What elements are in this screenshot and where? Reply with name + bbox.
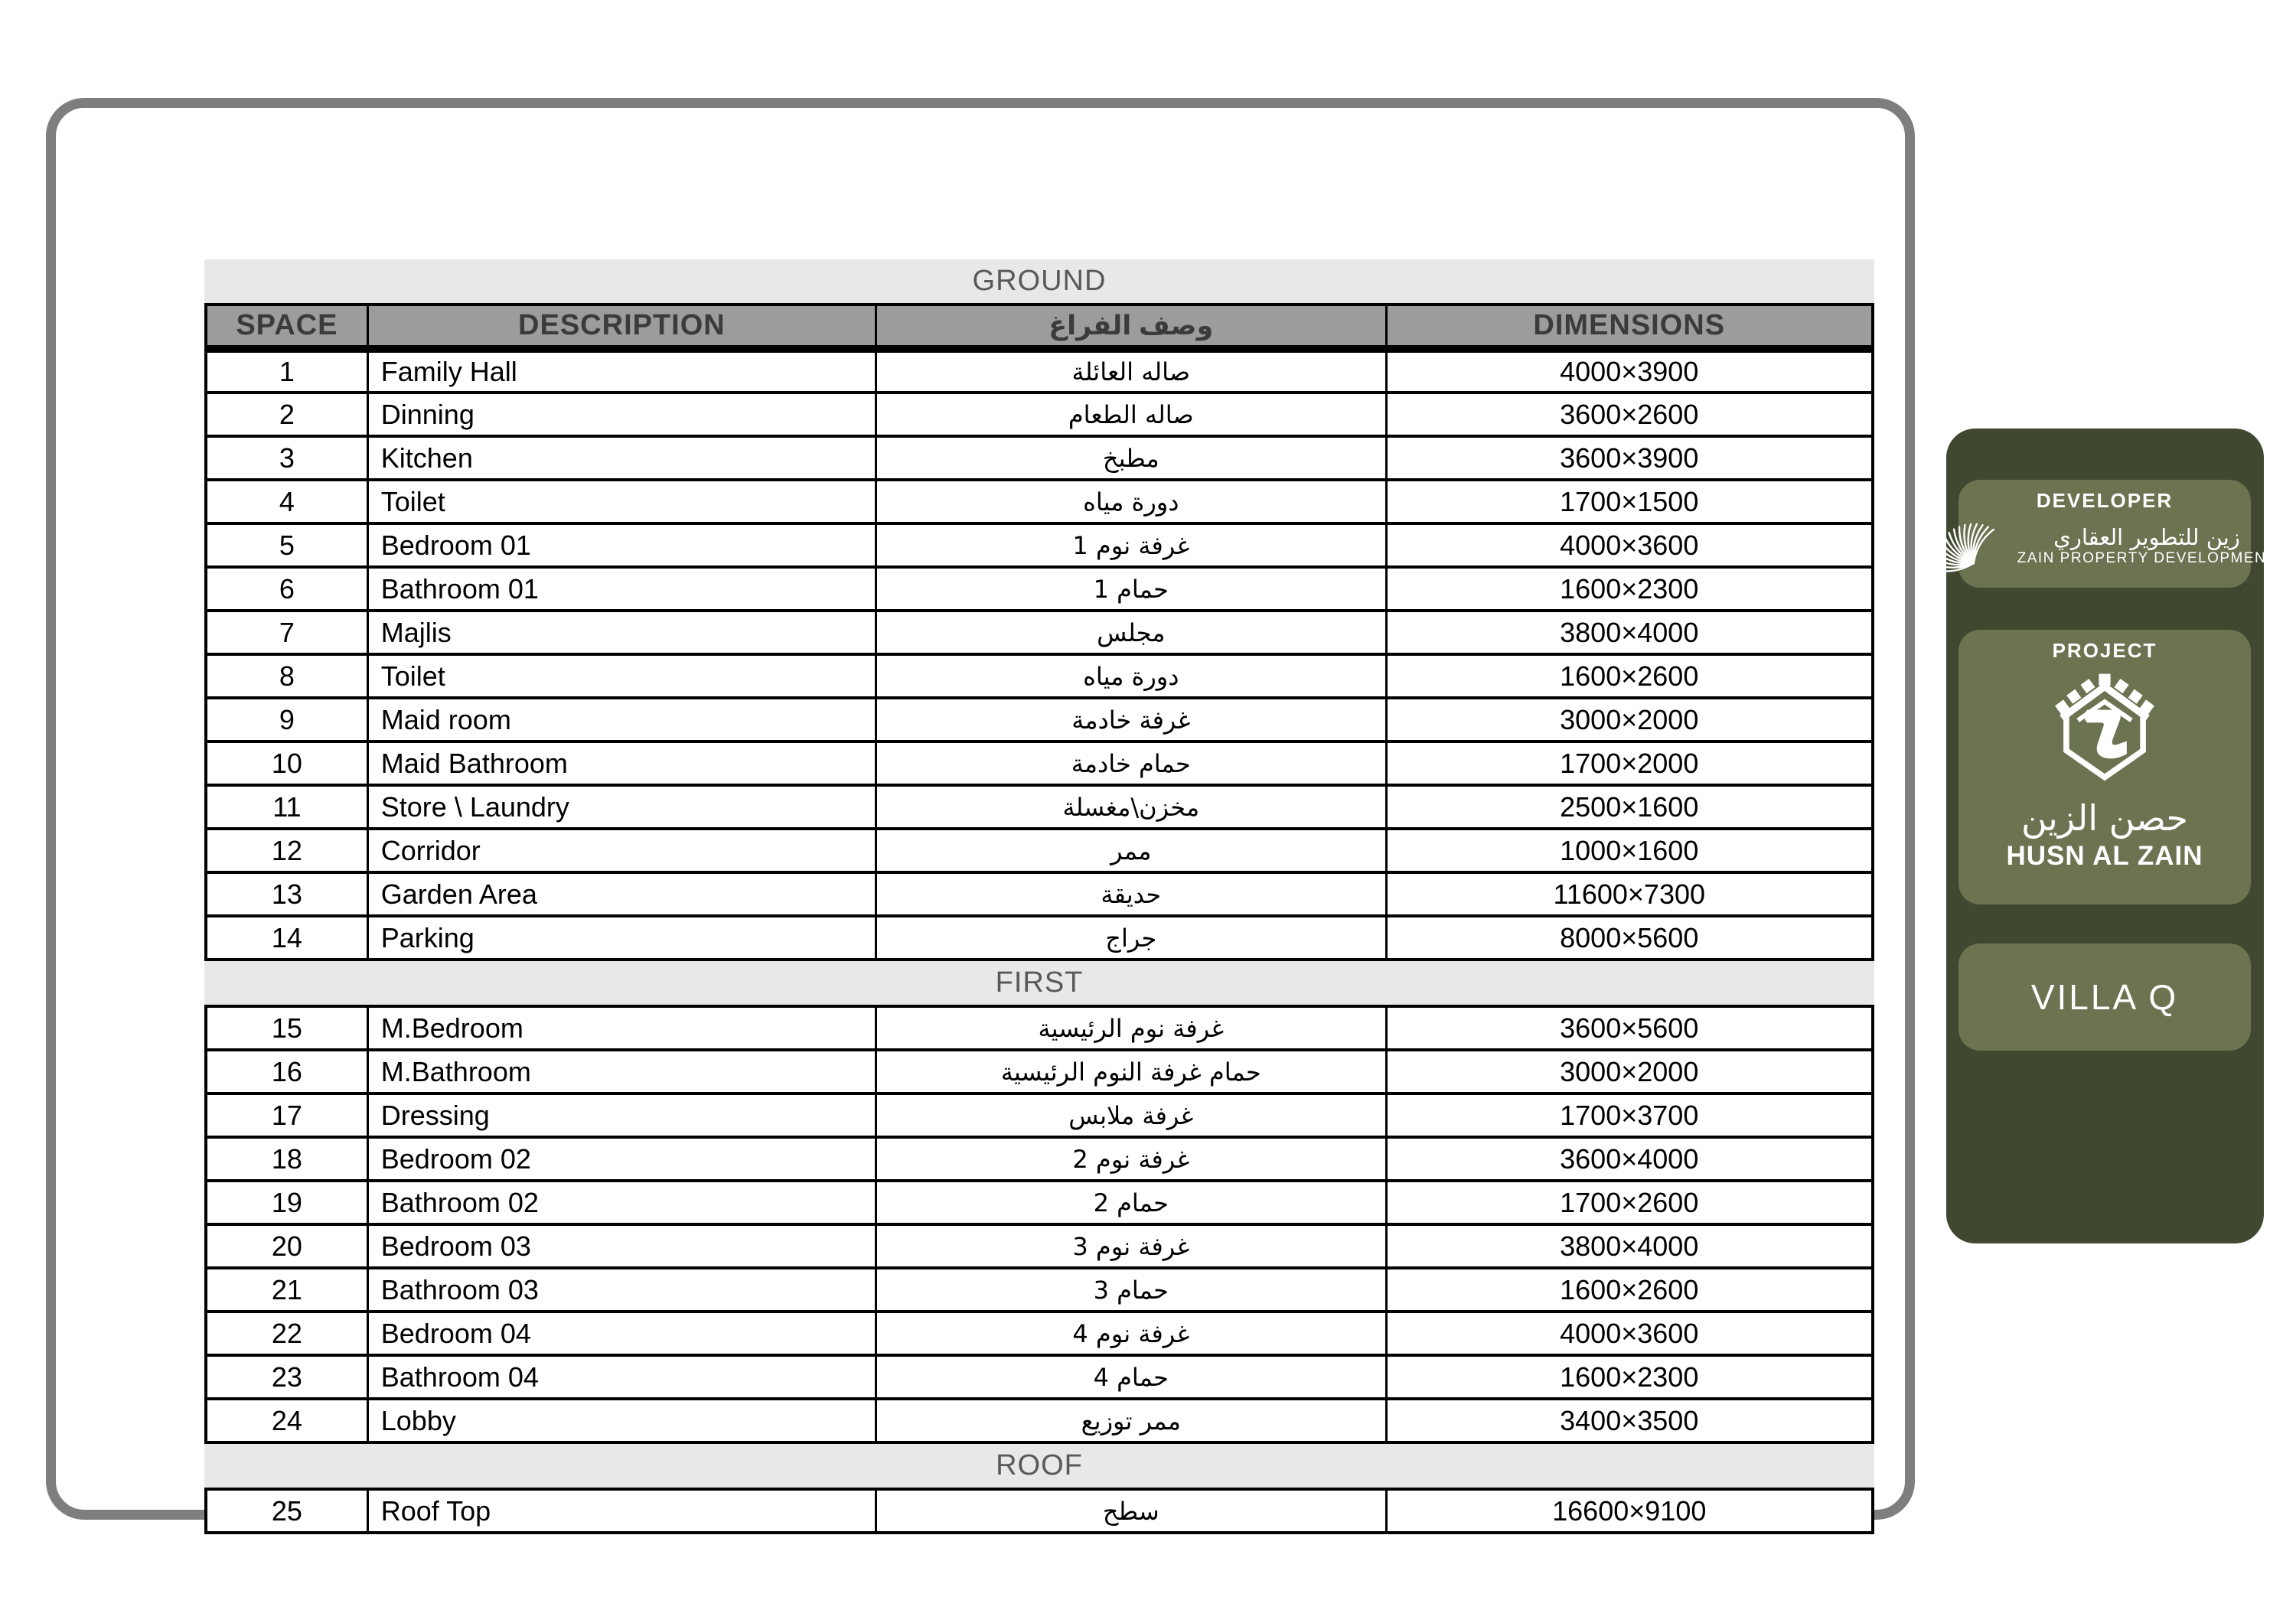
table-row bbox=[206, 1268, 1873, 1312]
cell-dimensions: 3600×4000 bbox=[1386, 1137, 1873, 1181]
cell-space: 5 bbox=[206, 523, 367, 567]
project-label: PROJECT bbox=[2052, 639, 2157, 662]
cell-space: 8 bbox=[206, 654, 367, 698]
cell-dimensions: 1700×1500 bbox=[1386, 480, 1873, 523]
table-row bbox=[206, 741, 1873, 785]
cell-arabic: حديقة bbox=[876, 872, 1386, 916]
cell-space: 25 bbox=[206, 1489, 367, 1533]
cell-dimensions: 1600×2300 bbox=[1386, 1355, 1873, 1399]
table-row bbox=[206, 872, 1873, 916]
cell-arabic: مجلس bbox=[876, 611, 1386, 654]
cell-space: 2 bbox=[206, 393, 367, 436]
cell-space: 18 bbox=[206, 1137, 367, 1181]
cell-description: Bathroom 04 bbox=[367, 1355, 876, 1399]
cell-space: 6 bbox=[206, 567, 367, 611]
cell-space: 10 bbox=[206, 741, 367, 785]
developer-box bbox=[1958, 480, 2277, 588]
cell-description: Garden Area bbox=[367, 872, 876, 916]
cell-dimensions: 3600×2600 bbox=[1386, 393, 1873, 436]
cell-description: Bathroom 03 bbox=[367, 1268, 876, 1312]
cell-arabic: غرفة ملابس bbox=[876, 1093, 1386, 1137]
schedule-table-roof bbox=[204, 1488, 1874, 1534]
side-panel bbox=[1946, 429, 2277, 1243]
cell-arabic: حمام 1 bbox=[876, 567, 1386, 611]
cell-dimensions: 8000×5600 bbox=[1386, 916, 1873, 960]
cell-arabic: غرفة نوم 3 bbox=[876, 1224, 1386, 1268]
cell-description: Lobby bbox=[367, 1399, 876, 1442]
cell-description: Store \ Laundry bbox=[367, 785, 876, 829]
developer-logo-text bbox=[2017, 526, 2277, 572]
cell-space: 19 bbox=[206, 1181, 367, 1224]
villa-box bbox=[1958, 943, 2251, 1051]
cell-space: 15 bbox=[206, 1006, 367, 1050]
room-schedule bbox=[204, 259, 1874, 1534]
cell-description: M.Bedroom bbox=[367, 1006, 876, 1050]
cell-arabic: مطبخ bbox=[876, 436, 1386, 480]
cell-arabic: غرفة نوم الرئيسية bbox=[876, 1006, 1386, 1050]
cell-arabic: صاله الطعام bbox=[876, 393, 1386, 436]
col-header-dimensions: DIMENSIONS bbox=[1386, 305, 1873, 349]
table-row bbox=[206, 1224, 1873, 1268]
cell-dimensions: 1000×1600 bbox=[1386, 829, 1873, 872]
header-row bbox=[206, 305, 1873, 349]
cell-dimensions: 3800×4000 bbox=[1386, 1224, 1873, 1268]
cell-arabic: حمام غرفة النوم الرئيسية bbox=[876, 1050, 1386, 1093]
table-row bbox=[206, 1093, 1873, 1137]
cell-space: 13 bbox=[206, 872, 367, 916]
cell-dimensions: 1600×2300 bbox=[1386, 567, 1873, 611]
cell-dimensions: 16600×9100 bbox=[1386, 1489, 1873, 1533]
zain-property-development-logo bbox=[1958, 514, 2277, 572]
col-header-description: DESCRIPTION bbox=[367, 305, 876, 349]
cell-arabic: دورة مياه bbox=[876, 480, 1386, 523]
cell-arabic: غرفة خادمة bbox=[876, 698, 1386, 741]
cell-arabic: غرفة نوم 1 bbox=[876, 523, 1386, 567]
spec-sheet-card bbox=[46, 98, 1915, 1527]
cell-description: Bedroom 02 bbox=[367, 1137, 876, 1181]
zain-fan-icon bbox=[1933, 514, 2013, 572]
cell-dimensions: 3000×2000 bbox=[1386, 1050, 1873, 1093]
cell-description: Majlis bbox=[367, 611, 876, 654]
cell-space: 4 bbox=[206, 480, 367, 523]
cell-dimensions: 1700×3700 bbox=[1386, 1093, 1873, 1137]
table-row bbox=[206, 1181, 1873, 1224]
cell-dimensions: 3800×4000 bbox=[1386, 611, 1873, 654]
cell-description: Parking bbox=[367, 916, 876, 960]
cell-space: 9 bbox=[206, 698, 367, 741]
section-title-roof: ROOF bbox=[204, 1444, 1874, 1488]
cell-space: 12 bbox=[206, 829, 367, 872]
cell-dimensions: 4000×3600 bbox=[1386, 523, 1873, 567]
cell-description: Maid room bbox=[367, 698, 876, 741]
cell-arabic: دورة مياه bbox=[876, 654, 1386, 698]
cell-space: 22 bbox=[206, 1312, 367, 1355]
table-row bbox=[206, 1312, 1873, 1355]
developer-label: DEVELOPER bbox=[2036, 489, 2174, 512]
table-row bbox=[206, 480, 1873, 523]
cell-arabic: جراج bbox=[876, 916, 1386, 960]
table-row bbox=[206, 1399, 1873, 1442]
table-row bbox=[206, 1137, 1873, 1181]
table-row bbox=[206, 916, 1873, 960]
husn-castle-icon bbox=[2047, 666, 2163, 796]
col-header-space: SPACE bbox=[206, 305, 367, 349]
cell-description: Kitchen bbox=[367, 436, 876, 480]
cell-space: 23 bbox=[206, 1355, 367, 1399]
cell-dimensions: 1600×2600 bbox=[1386, 654, 1873, 698]
cell-space: 17 bbox=[206, 1093, 367, 1137]
project-box bbox=[1958, 630, 2251, 904]
cell-arabic: ممر bbox=[876, 829, 1386, 872]
cell-arabic: صاله العائلة bbox=[876, 349, 1386, 393]
cell-description: Family Hall bbox=[367, 349, 876, 393]
cell-dimensions: 1700×2600 bbox=[1386, 1181, 1873, 1224]
section-title-ground: GROUND bbox=[204, 259, 1874, 303]
cell-dimensions: 3600×3900 bbox=[1386, 436, 1873, 480]
cell-dimensions: 4000×3900 bbox=[1386, 349, 1873, 393]
cell-arabic: مخزن\مغسلة bbox=[876, 785, 1386, 829]
cell-description: Dinning bbox=[367, 393, 876, 436]
schedule-table-ground bbox=[204, 303, 1874, 961]
section-title-first: FIRST bbox=[204, 961, 1874, 1005]
table-row bbox=[206, 567, 1873, 611]
cell-arabic: غرفة نوم 2 bbox=[876, 1137, 1386, 1181]
cell-space: 11 bbox=[206, 785, 367, 829]
cell-description: Toilet bbox=[367, 654, 876, 698]
table-row bbox=[206, 785, 1873, 829]
villa-label: VILLA Q bbox=[2030, 977, 2179, 1017]
cell-dimensions: 1600×2600 bbox=[1386, 1268, 1873, 1312]
table-row bbox=[206, 1355, 1873, 1399]
table-row bbox=[206, 611, 1873, 654]
table-row bbox=[206, 829, 1873, 872]
schedule-table-first bbox=[204, 1005, 1874, 1444]
cell-description: Corridor bbox=[367, 829, 876, 872]
cell-arabic: سطح bbox=[876, 1489, 1386, 1533]
cell-space: 1 bbox=[206, 349, 367, 393]
cell-space: 3 bbox=[206, 436, 367, 480]
cell-arabic: حمام 4 bbox=[876, 1355, 1386, 1399]
cell-dimensions: 3000×2000 bbox=[1386, 698, 1873, 741]
developer-name-english: ZAIN PROPERTY DEVELOPMENT bbox=[2017, 550, 2277, 567]
table-row bbox=[206, 393, 1873, 436]
cell-arabic: ممر توزيع bbox=[876, 1399, 1386, 1442]
cell-dimensions: 2500×1600 bbox=[1386, 785, 1873, 829]
table-row bbox=[206, 523, 1873, 567]
cell-arabic: غرفة نوم 4 bbox=[876, 1312, 1386, 1355]
cell-description: Roof Top bbox=[367, 1489, 876, 1533]
cell-description: Dressing bbox=[367, 1093, 876, 1137]
cell-space: 21 bbox=[206, 1268, 367, 1312]
project-name-arabic: حصن الزين bbox=[2021, 797, 2188, 839]
cell-description: Toilet bbox=[367, 480, 876, 523]
table-row bbox=[206, 349, 1873, 393]
cell-dimensions: 3400×3500 bbox=[1386, 1399, 1873, 1442]
cell-arabic: حمام 2 bbox=[876, 1181, 1386, 1224]
table-row bbox=[206, 436, 1873, 480]
cell-description: Bedroom 01 bbox=[367, 523, 876, 567]
table-row bbox=[206, 698, 1873, 741]
cell-arabic: حمام خادمة bbox=[876, 741, 1386, 785]
col-header-arabic: وصف الفراغ bbox=[876, 305, 1386, 349]
project-name-english: HUSN AL ZAIN bbox=[2006, 840, 2203, 871]
table-row bbox=[206, 1050, 1873, 1093]
cell-description: Bedroom 04 bbox=[367, 1312, 876, 1355]
cell-dimensions: 3600×5600 bbox=[1386, 1006, 1873, 1050]
developer-name-arabic: زين للتطوير العقاري bbox=[2053, 524, 2240, 551]
table-row bbox=[206, 654, 1873, 698]
cell-description: Bedroom 03 bbox=[367, 1224, 876, 1268]
cell-space: 20 bbox=[206, 1224, 367, 1268]
cell-description: Maid Bathroom bbox=[367, 741, 876, 785]
cell-dimensions: 4000×3600 bbox=[1386, 1312, 1873, 1355]
table-row bbox=[206, 1489, 1873, 1533]
cell-dimensions: 1700×2000 bbox=[1386, 741, 1873, 785]
cell-description: Bathroom 01 bbox=[367, 567, 876, 611]
table-row bbox=[206, 1006, 1873, 1050]
cell-space: 16 bbox=[206, 1050, 367, 1093]
cell-description: M.Bathroom bbox=[367, 1050, 876, 1093]
cell-arabic: حمام 3 bbox=[876, 1268, 1386, 1312]
cell-description: Bathroom 02 bbox=[367, 1181, 876, 1224]
cell-dimensions: 11600×7300 bbox=[1386, 872, 1873, 916]
cell-space: 24 bbox=[206, 1399, 367, 1442]
cell-space: 14 bbox=[206, 916, 367, 960]
cell-space: 7 bbox=[206, 611, 367, 654]
